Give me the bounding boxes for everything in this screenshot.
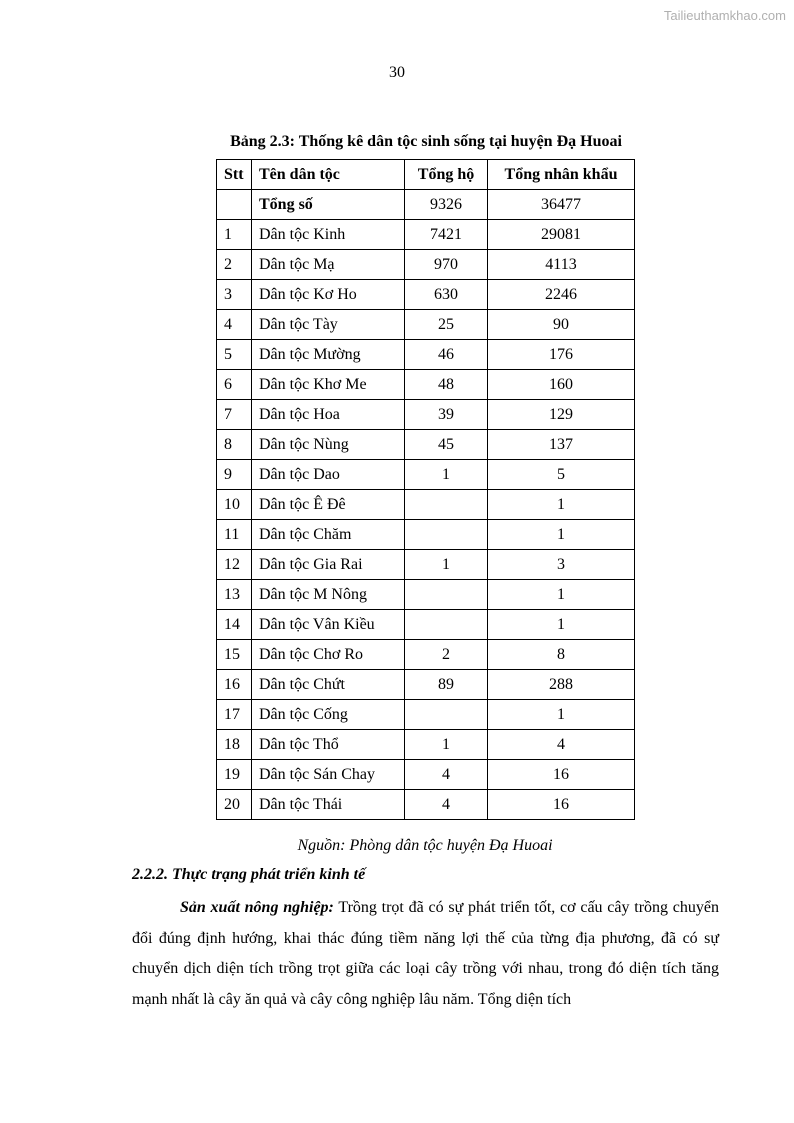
cell-households: 4: [405, 790, 488, 820]
paragraph-text: Trồng trọt đã có sự phát triển tốt, cơ cấu cây trồng chuyển đổi đúng định hướng, khai thác đúng tiềm năng lợi thế của từng địa phương, đã có sự chuyển dịch diện tích trồng trọt giữa các loại cây trồng với nhau, trong đó diện tích tăng mạnh nhất là cây ăn quả và cây công nghiệp lâu năm. Tổng diện tích: [132, 899, 720, 1008]
cell-population: 5: [488, 460, 635, 490]
cell-population: 8: [488, 640, 635, 670]
total-households: 9326: [405, 190, 488, 220]
cell-ethnic-name: Dân tộc Chăm: [252, 520, 405, 550]
table-row: [217, 370, 635, 400]
watermark: Tailieuthamkhao.com: [663, 8, 786, 23]
cell-stt: 6: [217, 370, 252, 400]
cell-stt: 13: [217, 580, 252, 610]
cell-households: 46: [405, 340, 488, 370]
header-stt: Stt: [217, 160, 252, 190]
table-row: [217, 790, 635, 820]
header-households: Tổng hộ: [405, 160, 488, 190]
cell-population: 176: [488, 340, 635, 370]
cell-stt: 11: [217, 520, 252, 550]
table-row: [217, 700, 635, 730]
cell-population: 4113: [488, 250, 635, 280]
table-row: [217, 670, 635, 700]
cell-population: 1: [488, 580, 635, 610]
cell-stt: 9: [217, 460, 252, 490]
cell-households: [405, 490, 488, 520]
cell-households: 7421: [405, 220, 488, 250]
cell-households: 39: [405, 400, 488, 430]
cell-stt: 16: [217, 670, 252, 700]
cell-population: 1: [488, 610, 635, 640]
cell-population: 1: [488, 520, 635, 550]
cell-ethnic-name: Dân tộc Gia Rai: [252, 550, 405, 580]
cell-population: 2246: [488, 280, 635, 310]
total-stt: [217, 190, 252, 220]
table-row: [217, 280, 635, 310]
cell-ethnic-name: Dân tộc Chứt: [252, 670, 405, 700]
cell-stt: 15: [217, 640, 252, 670]
table-row: [217, 490, 635, 520]
cell-stt: 5: [217, 340, 252, 370]
page-number: 30: [389, 64, 405, 81]
table-row: [217, 310, 635, 340]
table-total-row: [217, 190, 635, 220]
cell-population: 1: [488, 700, 635, 730]
header-ethnic-name: Tên dân tộc: [252, 160, 405, 190]
cell-population: 4: [488, 730, 635, 760]
cell-population: 1: [488, 490, 635, 520]
cell-population: 137: [488, 430, 635, 460]
table-row: [217, 760, 635, 790]
cell-households: [405, 520, 488, 550]
cell-ethnic-name: Dân tộc Tày: [252, 310, 405, 340]
cell-households: [405, 580, 488, 610]
table-row: [217, 220, 635, 250]
table-row: [217, 730, 635, 760]
cell-households: 2: [405, 640, 488, 670]
cell-population: 16: [488, 760, 635, 790]
cell-ethnic-name: Dân tộc Ê Đê: [252, 490, 405, 520]
cell-stt: 17: [217, 700, 252, 730]
cell-stt: 3: [217, 280, 252, 310]
total-population: 36477: [488, 190, 635, 220]
cell-stt: 18: [217, 730, 252, 760]
cell-households: 1: [405, 730, 488, 760]
body-paragraph: [132, 893, 719, 1015]
cell-stt: 14: [217, 610, 252, 640]
cell-population: 29081: [488, 220, 635, 250]
cell-ethnic-name: Dân tộc Thổ: [252, 730, 405, 760]
cell-households: 48: [405, 370, 488, 400]
cell-population: 90: [488, 310, 635, 340]
table-row: [217, 460, 635, 490]
table-caption: Bảng 2.3: Thống kê dân tộc sinh sống tại huyện Đạ Huoai: [230, 133, 622, 150]
cell-ethnic-name: Dân tộc Khơ Me: [252, 370, 405, 400]
table-row: [217, 520, 635, 550]
table-header-row: [217, 160, 635, 190]
cell-households: [405, 610, 488, 640]
cell-ethnic-name: Dân tộc Vân Kiều: [252, 610, 405, 640]
paragraph-lead: Sản xuất nông nghiệp:: [180, 899, 334, 916]
cell-households: 89: [405, 670, 488, 700]
table-source: Nguồn: Phòng dân tộc huyện Đạ Huoai: [297, 837, 553, 854]
table-row: [217, 430, 635, 460]
cell-ethnic-name: Dân tộc Dao: [252, 460, 405, 490]
header-population: Tổng nhân khẩu: [488, 160, 635, 190]
cell-ethnic-name: Dân tộc Kinh: [252, 220, 405, 250]
cell-ethnic-name: Dân tộc Chơ Ro: [252, 640, 405, 670]
table-row: [217, 250, 635, 280]
cell-stt: 7: [217, 400, 252, 430]
ethnic-statistics-table: [216, 159, 635, 820]
table-row: [217, 340, 635, 370]
table-row: [217, 550, 635, 580]
cell-population: 160: [488, 370, 635, 400]
cell-population: 16: [488, 790, 635, 820]
cell-population: 129: [488, 400, 635, 430]
cell-ethnic-name: Dân tộc Mường: [252, 340, 405, 370]
cell-population: 288: [488, 670, 635, 700]
cell-households: 1: [405, 550, 488, 580]
cell-ethnic-name: Dân tộc Thái: [252, 790, 405, 820]
cell-households: 45: [405, 430, 488, 460]
cell-stt: 8: [217, 430, 252, 460]
cell-households: 630: [405, 280, 488, 310]
cell-stt: 20: [217, 790, 252, 820]
table-row: [217, 400, 635, 430]
cell-households: 25: [405, 310, 488, 340]
cell-ethnic-name: Dân tộc Cống: [252, 700, 405, 730]
cell-households: 4: [405, 760, 488, 790]
cell-stt: 19: [217, 760, 252, 790]
cell-households: 1: [405, 460, 488, 490]
cell-stt: 10: [217, 490, 252, 520]
section-heading: 2.2.2. Thực trạng phát triển kinh tế: [132, 866, 366, 883]
cell-ethnic-name: Dân tộc Hoa: [252, 400, 405, 430]
table-row: [217, 610, 635, 640]
cell-ethnic-name: Dân tộc Sán Chay: [252, 760, 405, 790]
total-label: Tổng số: [252, 190, 405, 220]
cell-stt: 4: [217, 310, 252, 340]
table-row: [217, 640, 635, 670]
cell-stt: 1: [217, 220, 252, 250]
cell-population: 3: [488, 550, 635, 580]
cell-households: 970: [405, 250, 488, 280]
cell-ethnic-name: Dân tộc Mạ: [252, 250, 405, 280]
cell-ethnic-name: Dân tộc Nùng: [252, 430, 405, 460]
cell-stt: 12: [217, 550, 252, 580]
table-row: [217, 580, 635, 610]
cell-households: [405, 700, 488, 730]
cell-stt: 2: [217, 250, 252, 280]
cell-ethnic-name: Dân tộc Kơ Ho: [252, 280, 405, 310]
cell-ethnic-name: Dân tộc M Nông: [252, 580, 405, 610]
